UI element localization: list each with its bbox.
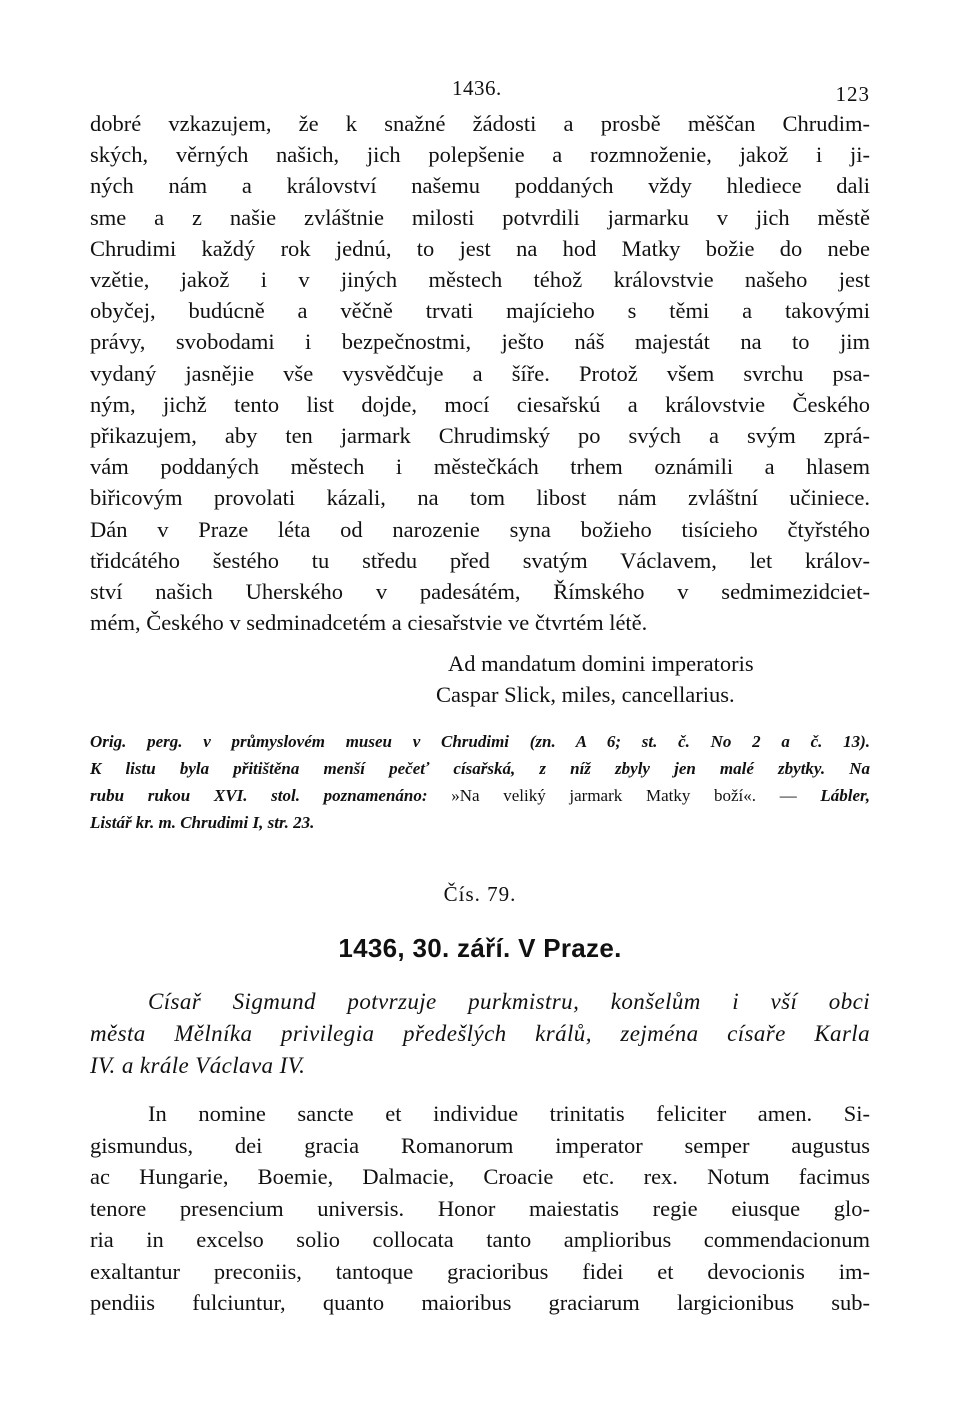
text-line: sme a z našie zvláštnie milosti potvrdili jarmarku v jich městě (90, 204, 870, 230)
document-summary (90, 986, 870, 1082)
note-line: Listář kr. m. Chrudimi I, str. 23. (90, 813, 315, 833)
running-head-year: 1436. (452, 76, 502, 100)
book-page (90, 72, 870, 1319)
note-line-tail: Lábler, (796, 786, 870, 806)
text-line: dobré vzkazujem, že k snažné žádosti a prosbě měščan Chrudim- (90, 111, 870, 136)
signature-line: Caspar Slick, miles, cancellarius. (436, 682, 735, 708)
text-line: vzětie, jakož i v jiných městech téhož královstvie našeho jest (90, 267, 870, 293)
summary-line: města Mělníka privilegia předešlých králů, zejména císaře Karla (90, 1021, 870, 1047)
latin-charter-text (90, 1098, 870, 1319)
latin-line: gismundus, dei gracia Romanorum imperator semper augustus (90, 1132, 870, 1158)
note-line (90, 782, 870, 809)
text-line: mém, Českého v sedminadcetém a ciesařstvie ve čtvrtém létě. (90, 610, 648, 636)
document-heading: 1436, 30. září. V Praze. (338, 933, 622, 964)
text-line: ným, jichž tento list dojde, mocí ciesařskú a královstvie Českého (90, 391, 870, 417)
note-line: K listu byla přitištěna menší pečeť císařská, z níž zbyly jen malé zbytky. Na (90, 759, 870, 779)
latin-line: In nomine sancte et individue trinitatis feliciter amen. Si- (148, 1101, 870, 1127)
summary-line: IV. a krále Václava IV. (90, 1053, 306, 1079)
chancery-signature (90, 648, 870, 710)
text-line: přikazujem, aby ten jarmark Chrudimský po svých a svým zprá- (90, 423, 870, 449)
text-line: ství našich Uherského v padesátém, Římského v sedmimezidciet- (90, 579, 870, 605)
note-line-italic: rubu rukou XVI. stol. poznamenáno: (90, 786, 428, 806)
page-number: 123 (835, 82, 870, 106)
signature-line: Ad mandatum domini imperatoris (448, 651, 754, 677)
latin-line: ria in excelso solio collocata tanto amplioribus commendacionum (90, 1227, 870, 1253)
text-line: ských, věrných našich, jich polepšenie a rozmnoženie, jakož i ji- (90, 142, 870, 168)
latin-line: tenore presencium universis. Honor maiestatis regie eiusque glo- (90, 1195, 870, 1221)
text-line: právy, svobodami i bezpečnostmi, ješto náš majestát na to jim (90, 329, 870, 355)
document-number: Čís. 79. (443, 882, 517, 907)
text-line: biřicovým provolati kázali, na tom libost nám zvláštní učiniece. (90, 485, 870, 511)
latin-line: ac Hungarie, Boemie, Dalmacie, Croacie etc. rex. Notum facimus (90, 1164, 870, 1190)
text-line: vydaný jasnějie vše vysvědčuje a šíře. Protož všem svrchu psa- (90, 360, 870, 386)
continued-document-text (90, 108, 870, 638)
running-head (90, 72, 870, 108)
text-line: obyčej, budúcně a věčně trvati majícieho s těmi a takovými (90, 298, 870, 324)
note-line-roman: »Na veliký jarmark Matky boží«. — (427, 786, 797, 806)
summary-line: Císař Sigmund potvrzuje purkmistru, konšelům i vší obci (148, 989, 870, 1015)
source-note (90, 728, 870, 836)
text-line: Dán v Praze léta od narozenie syna božieho tisícieho čtyřstého (90, 516, 870, 542)
text-line: ných nám a království našemu poddaných vždy hlediece dali (90, 173, 870, 199)
text-line: vám poddaných městech i městečkách trhem oznámili a hlasem (90, 454, 870, 480)
body-paragraph (90, 108, 870, 638)
text-line: Chrudimi každý rok jednú, to jest na hod Matky božie do nebe (90, 235, 870, 261)
note-line: Orig. perg. v průmyslovém museu v Chrudimi (zn. A 6; st. č. No 2 a č. 13). (90, 732, 870, 752)
text-line: třidcátého šestého tu středu před svatým Václavem, let králov- (90, 547, 870, 573)
latin-line: exaltantur preconiis, tantoque gracioribus fidei et devocionis im- (90, 1258, 870, 1284)
latin-line: pendiis fulciuntur, quanto maioribus graciarum largicionibus sub- (90, 1290, 870, 1316)
